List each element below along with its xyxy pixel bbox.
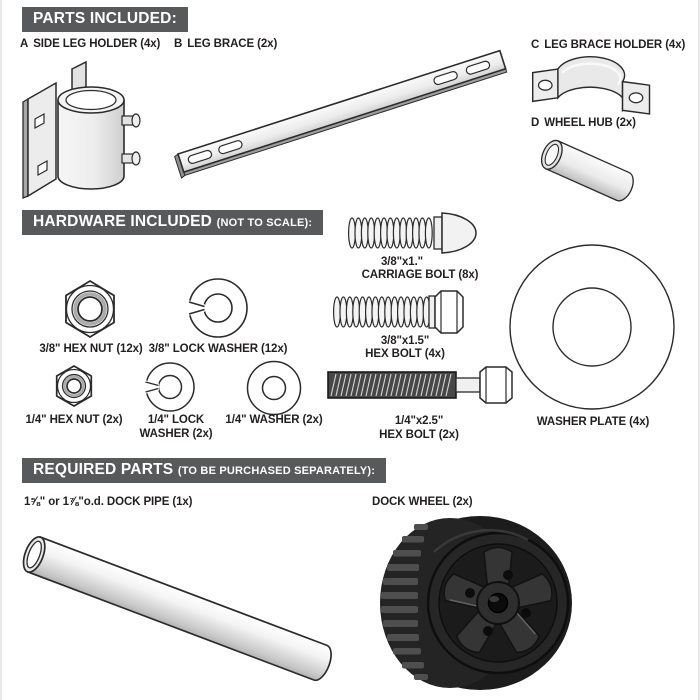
part-name-b: LEG BRACE (2x) (187, 38, 278, 50)
hex-nut-38-drawing (62, 280, 118, 338)
carriage-bolt-label: CARRIAGE BOLT (8x) (361, 269, 479, 281)
part-name-c: LEG BRACE HOLDER (4x) (544, 39, 686, 51)
part-label-c (531, 39, 685, 51)
lock-washer-38-label: 3/8" LOCK WASHER (12x) (148, 343, 288, 355)
required-parts-header-note: (TO BE PURCHASED SEPARATELY): (177, 465, 376, 477)
required-parts-header (22, 458, 386, 483)
part-key-a: A (20, 38, 29, 50)
dock-wheel-label: DOCK WHEEL (2x) (372, 496, 473, 508)
hex-bolt-14-size-label: 1/4"x2.5" (394, 415, 444, 427)
part-label-d (531, 117, 636, 129)
leg-brace-holder-drawing (530, 58, 654, 116)
part-key-c: C (531, 39, 540, 51)
dock-wheel-drawing (376, 514, 582, 692)
washer-14-drawing (245, 360, 303, 416)
required-parts-header-text: REQUIRED PARTS (33, 461, 174, 478)
washer-14-label: 1/4" WASHER (2x) (225, 414, 323, 426)
hex-bolt-14-label: HEX BOLT (2x) (379, 429, 459, 441)
hex-bolt-14-drawing (324, 364, 516, 406)
hardware-included-header-note: (NOT TO SCALE): (216, 217, 313, 229)
hex-bolt-38-size-label: 3/8"x1.5" (380, 335, 430, 347)
parts-included-header-text: PARTS INCLUDED: (33, 10, 177, 27)
washer-plate-label: WASHER PLATE (4x) (536, 416, 650, 428)
part-name-d: WHEEL HUB (2x) (544, 117, 636, 129)
hex-nut-14-drawing (53, 365, 95, 407)
part-name-a: SIDE LEG HOLDER (4x) (33, 38, 161, 50)
lock-washer-38-drawing (187, 278, 249, 338)
hex-nut-38-label: 3/8" HEX NUT (12x) (39, 343, 143, 355)
dock-pipe-label: 1⅝" or 1⅞"o.d. DOCK PIPE (1x) (24, 496, 193, 508)
lock-washer-14-label: 1/4" LOCK WASHER (2x) (139, 414, 213, 441)
hex-bolt-38-label: HEX BOLT (4x) (365, 348, 445, 360)
part-label-a (20, 38, 160, 50)
hex-bolt-38-drawing (331, 288, 481, 336)
carriage-bolt-size-label: 3/8"x1." (380, 256, 424, 268)
carriage-bolt-drawing (344, 211, 486, 255)
leg-brace-drawing (170, 46, 520, 178)
washer-plate-drawing (504, 244, 680, 410)
parts-included-header (22, 7, 188, 32)
hardware-included-header-text: HARDWARE INCLUDED (33, 213, 213, 230)
part-key-b: B (174, 38, 183, 50)
dock-pipe-drawing (14, 518, 366, 690)
hardware-included-header (22, 210, 323, 235)
lock-washer-14-drawing (144, 362, 196, 412)
hex-nut-14-label: 1/4" HEX NUT (2x) (25, 414, 123, 426)
wheel-hub-drawing (532, 136, 654, 204)
part-key-d: D (531, 117, 540, 129)
side-leg-holder-drawing (20, 60, 148, 198)
